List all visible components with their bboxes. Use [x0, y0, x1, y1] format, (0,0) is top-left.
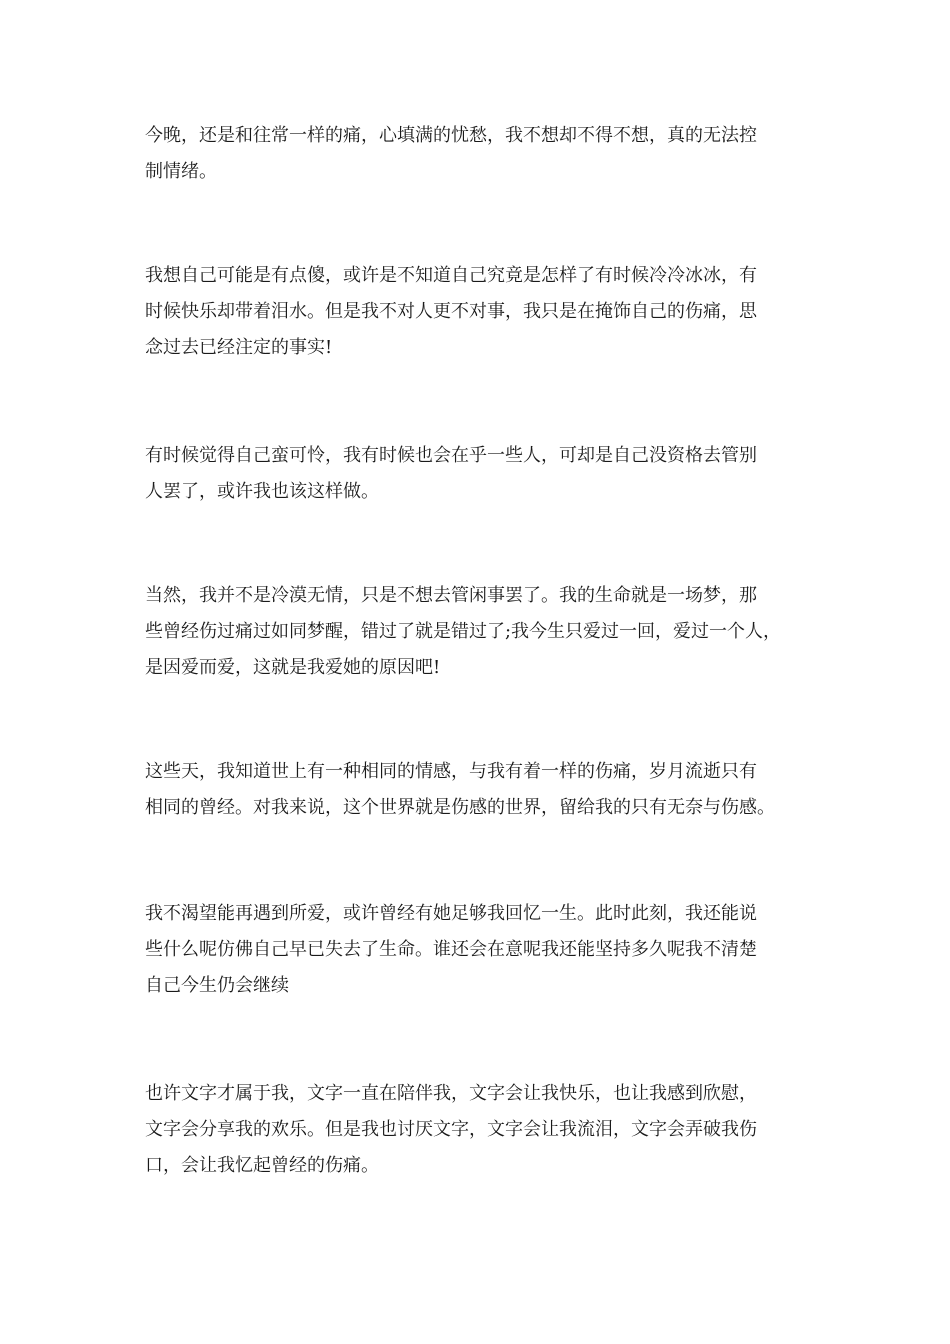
paragraph-1 [145, 118, 820, 190]
paragraph-line: 制情绪。 [145, 161, 217, 182]
paragraph-line: 文字会分享我的欢乐。但是我也讨厌文字，文字会让我流泪，文字会弄破我伤 [145, 1119, 757, 1140]
paragraph-line: 这些天，我知道世上有一种相同的情感，与我有着一样的伤痛，岁月流逝只有 [145, 761, 757, 782]
paragraph-2 [145, 258, 820, 366]
paragraph-5 [145, 754, 820, 826]
paragraph-7 [145, 1076, 820, 1184]
paragraph-line: 我不渴望能再遇到所爱，或许曾经有她足够我回忆一生。此时此刻，我还能说 [145, 903, 757, 924]
paragraph-line: 是因爱而爱，这就是我爱她的原因吧! [145, 657, 441, 678]
paragraph-line: 有时候觉得自己蛮可怜，我有时候也会在乎一些人，可却是自己没资格去管别 [145, 445, 757, 466]
paragraph-line: 当然，我并不是冷漠无情，只是不想去管闲事罢了。我的生命就是一场梦，那 [145, 585, 757, 606]
paragraph-line: 我想自己可能是有点傻，或许是不知道自己究竟是怎样了有时候冷冷冰冰，有 [145, 265, 757, 286]
paragraph-line: 自己今生仍会继续 [145, 975, 289, 996]
paragraph-line: 口，会让我忆起曾经的伤痛。 [145, 1155, 379, 1176]
paragraph-4 [145, 578, 820, 686]
paragraph-3 [145, 438, 820, 510]
paragraph-line: 念过去已经注定的事实! [145, 337, 333, 358]
paragraph-line: 人罢了，或许我也该这样做。 [145, 481, 379, 502]
paragraph-line: 今晚，还是和往常一样的痛，心填满的忧愁，我不想却不得不想，真的无法控 [145, 125, 757, 146]
paragraph-line: 些曾经伤过痛过如同梦醒，错过了就是错过了;我今生只爱过一回，爱过一个人， [145, 621, 782, 642]
paragraph-6 [145, 896, 820, 1004]
paragraph-line: 也许文字才属于我，文字一直在陪伴我，文字会让我快乐，也让我感到欣慰， [145, 1083, 757, 1104]
paragraph-line: 相同的曾经。对我来说，这个世界就是伤感的世界，留给我的只有无奈与伤感。 [145, 797, 775, 818]
paragraph-line: 时候快乐却带着泪水。但是我不对人更不对事，我只是在掩饰自己的伤痛，思 [145, 301, 757, 322]
paragraph-line: 些什么呢仿佛自己早已失去了生命。谁还会在意呢我还能坚持多久呢我不清楚 [145, 939, 757, 960]
